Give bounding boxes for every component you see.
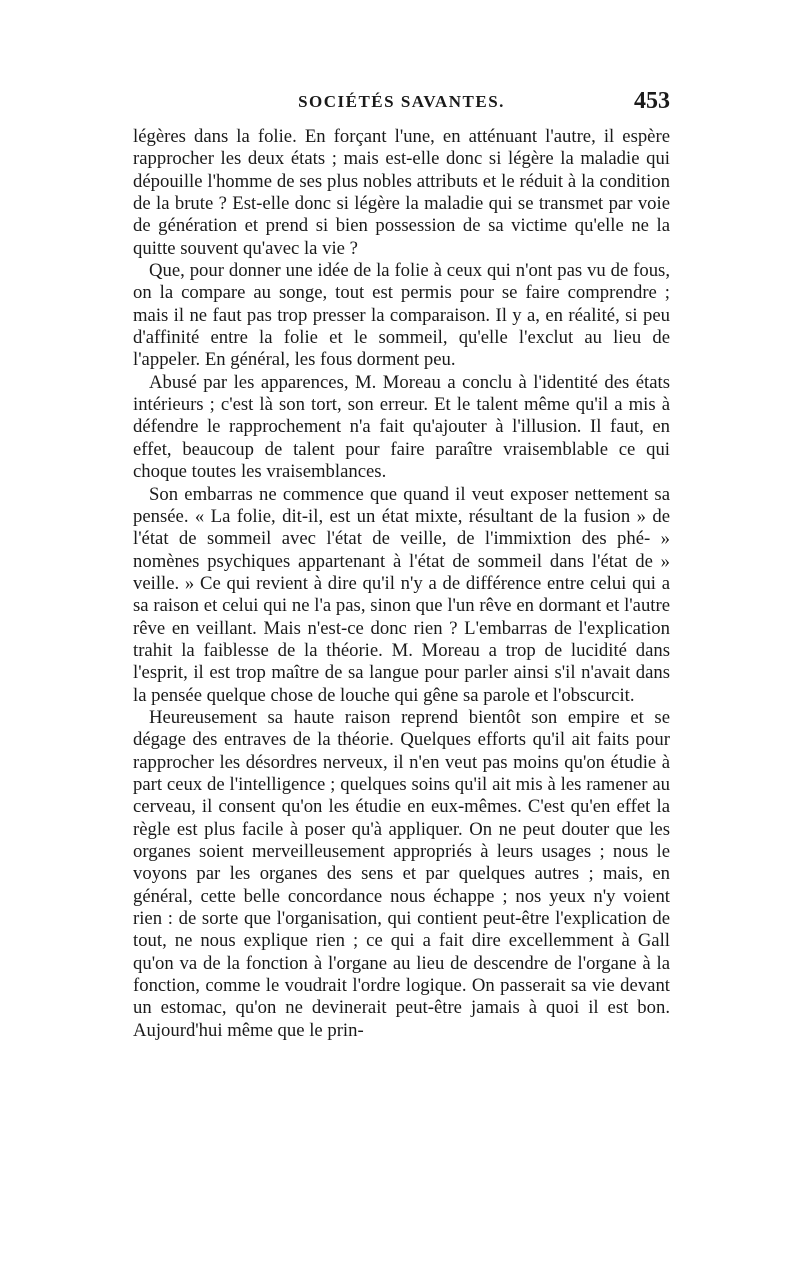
paragraph-4: Son embarras ne commence que quand il veut exposer nettement sa pensée. « La folie, dit-il, est un état mixte, résultant de la fusion » de l'état de sommeil avec l'état de veille, de l'immixtion des phé- » nomènes psychiques appartenant à l'état de sommeil dans l'état de » veille. » Ce qui revient à dire qu'il n'y a de différence entre celui qui a sa raison et celui qui ne l'a pas, sinon que l'un rêve en dormant et l'autre rêve en veillant. Mais n'est-ce donc rien ? L'embarras de l'explication trahit la faiblesse de la théorie. M. Moreau a trop de lucidité dans l'esprit, il est trop maître de sa langue pour parler ainsi s'il n'avait dans la pensée quelque chose de louche qui gêne sa parole et l'obscurcit. (133, 483, 670, 706)
paragraph-1: légères dans la folie. En forçant l'une, en atténuant l'autre, il espère rapprocher les deux états ; mais est-elle donc si légère la maladie qui dépouille l'homme de ses plus nobles attributs et le réduit à la condition de la brute ? Est-elle donc si légère la maladie qui se transmet par voie de génération et prend si bien possession de sa victime qu'elle ne la quitte souvent qu'avec la vie ? (133, 126, 670, 259)
paragraph-3: Abusé par les apparences, M. Moreau a conclu à l'identité des états intérieurs ; c'est là son tort, son erreur. Et le talent même qu'il a mis à défendre le rapprochement n'a fait qu'ajouter à l'illusion. Il faut, en effet, beaucoup de talent pour faire paraître vraisemblable ce qui choque toutes les vraisemblances. (133, 371, 670, 483)
page-number: 453 (634, 88, 670, 114)
paragraph-5: Heureusement sa haute raison reprend bientôt son empire et se dégage des entraves de la théorie. Quelques efforts qu'il ait faits pour rapprocher les désordres nerveux, il n'en veut pas moins qu'on étudie à part ceux de l'intelligence ; quelques soins qu'il ait mis à les ramener au cerveau, il consent qu'on les étudie en eux-mêmes. C'est qu'en effet la règle est plus facile à poser qu'à appliquer. On ne peut douter que les organes soient merveilleusement appropriés à leurs usages ; nous le voyons par les organes des sens et par quelques autres ; mais, en général, cette belle concordance nous échappe ; nos yeux n'y voient rien : de sorte que l'organisation, qui contient peut-être l'explication de tout, ne nous explique rien ; ce qui a fait dire excellemment à Gall qu'on va de la fonction à l'organe au lieu de descendre de l'organe à la fonction, comme le voudrait l'ordre logique. On passerait sa vie devant un estomac, qu'on ne devinerait peut-être jamais à quoi il est bon. Aujourd'hui même que le prin- (133, 706, 670, 1041)
paragraph-2: Que, pour donner une idée de la folie à ceux qui n'ont pas vu de fous, on la compare au songe, tout est permis pour se faire comprendre ; mais il ne faut pas trop presser la comparaison. Il y a, en réalité, si peu d'affinité entre la folie et le sommeil, qu'elle l'exclut au lieu de l'appeler. En général, les fous dorment peu. (133, 260, 670, 371)
running-head (133, 88, 670, 122)
body-text (133, 126, 670, 1042)
running-title: SOCIÉTÉS SAVANTES. (298, 92, 505, 111)
